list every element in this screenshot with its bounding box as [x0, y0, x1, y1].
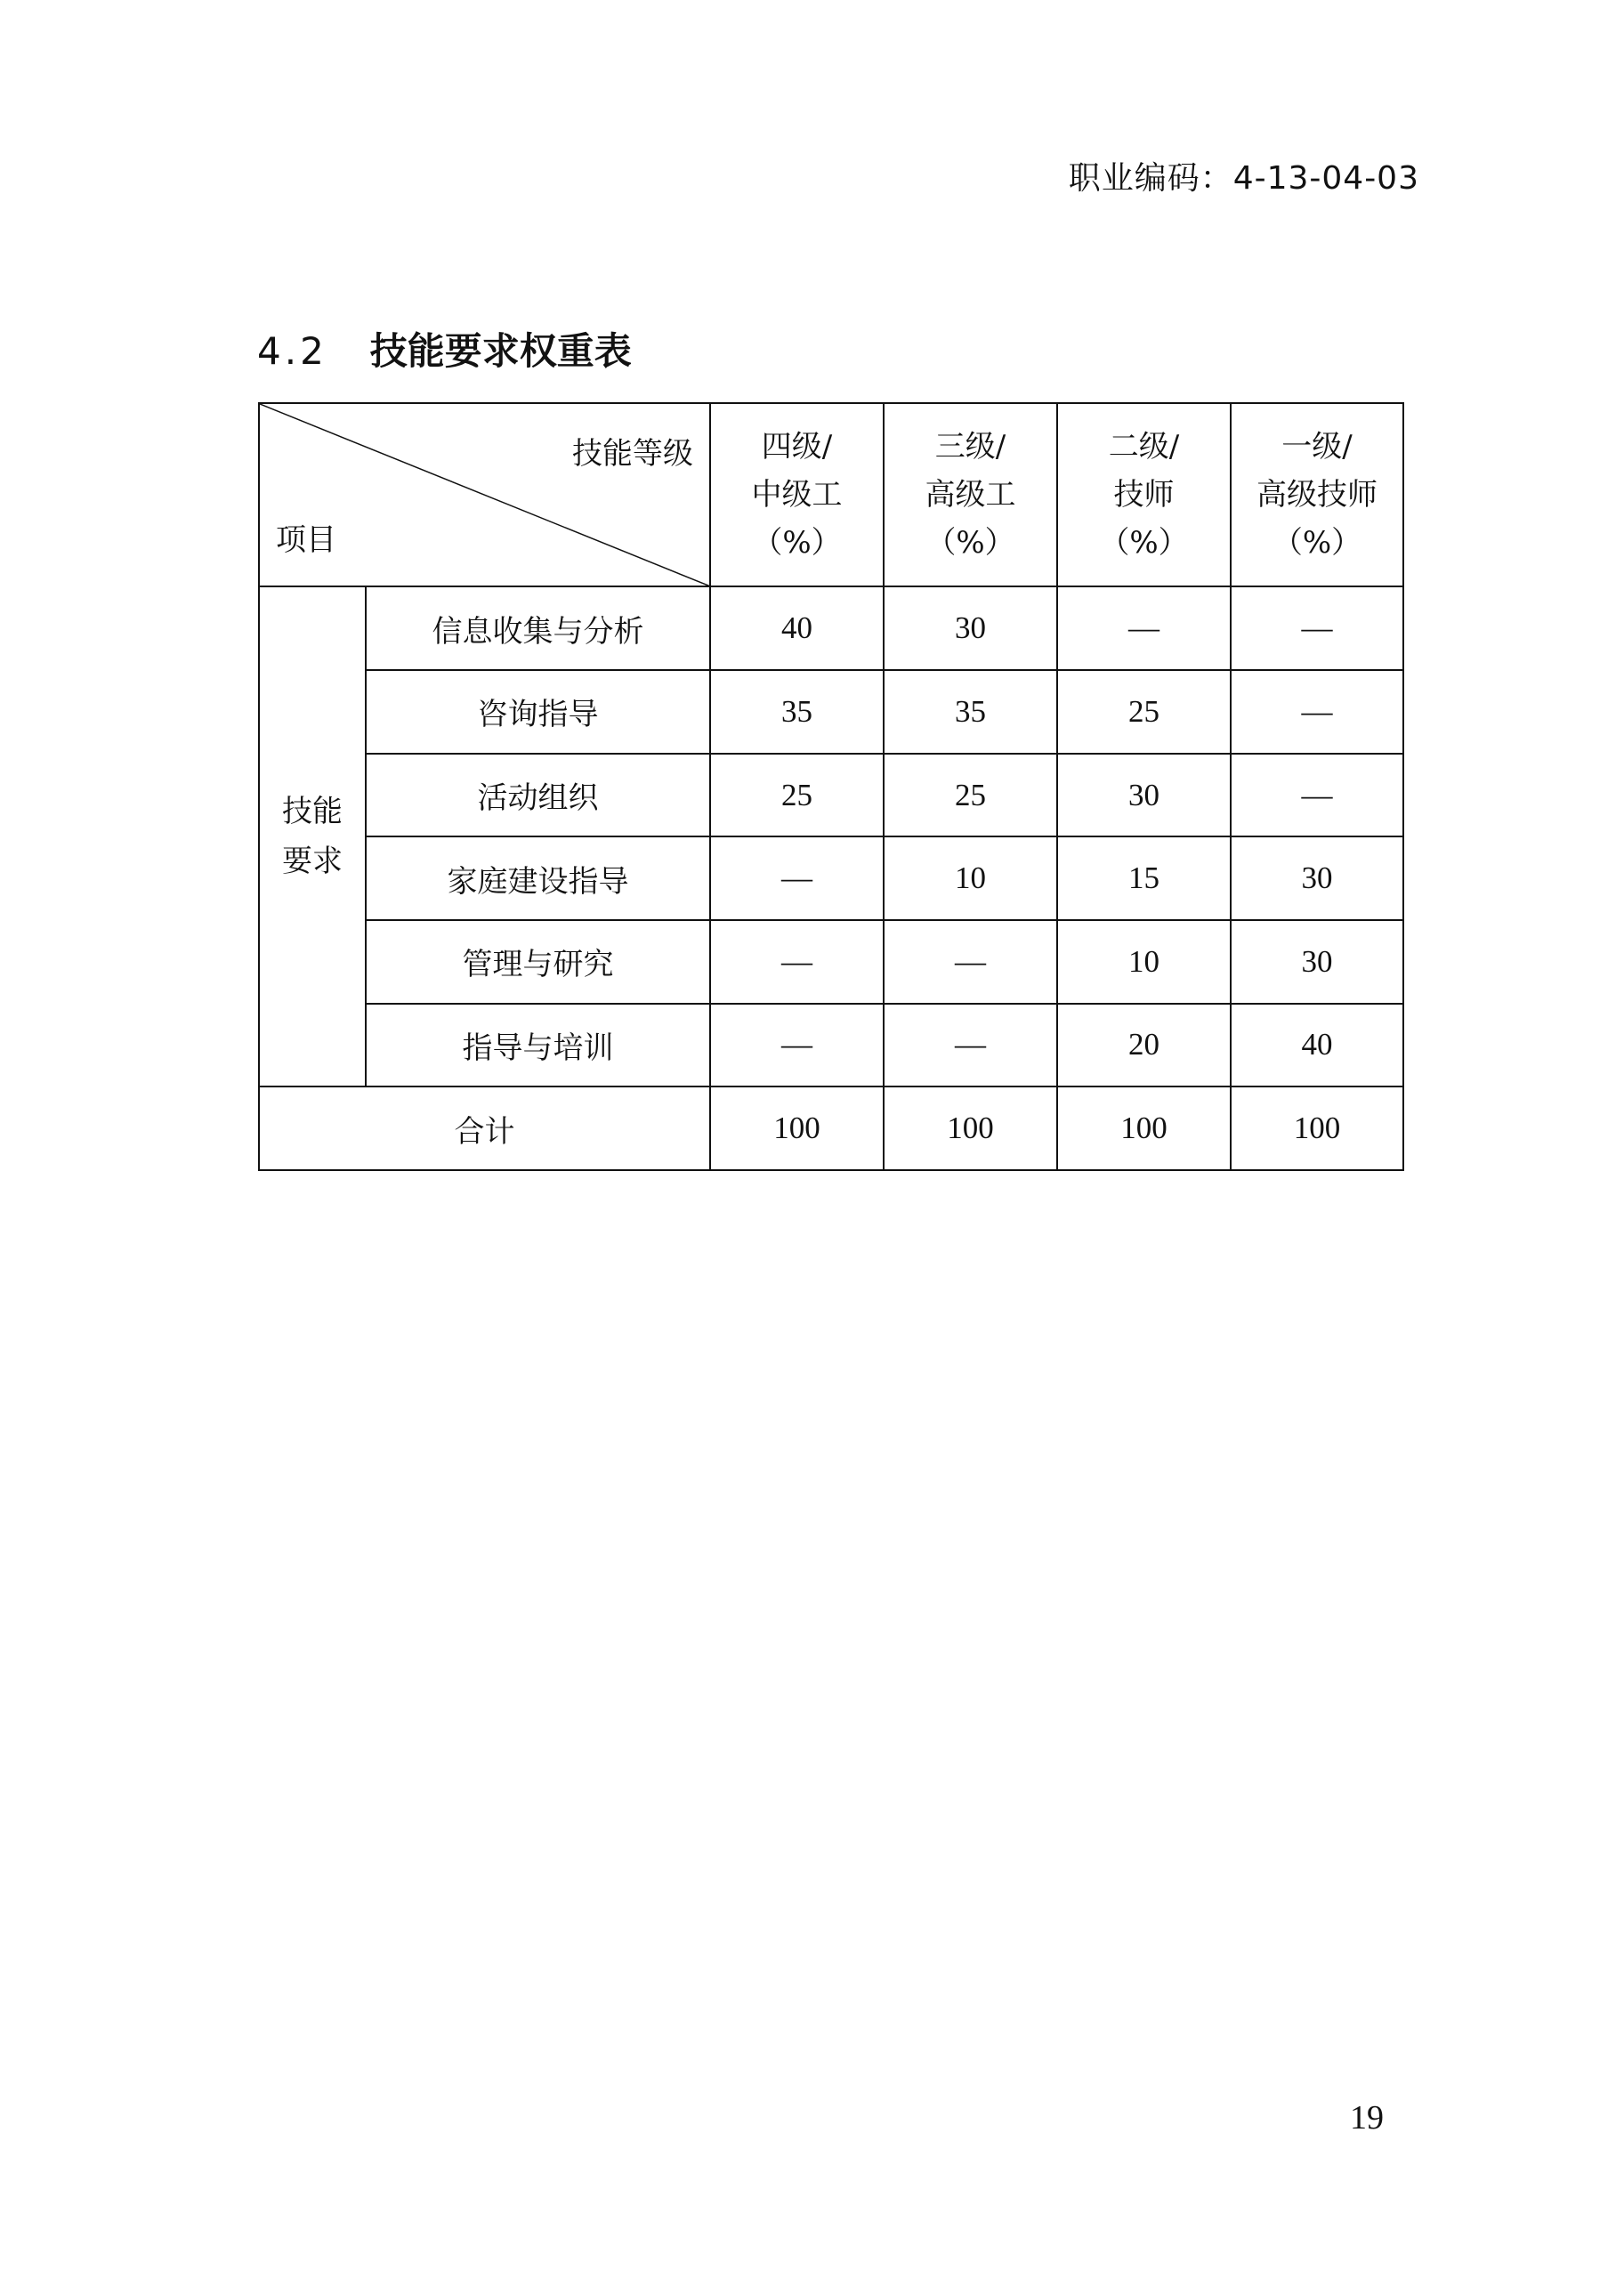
- weight-cell: —: [710, 836, 884, 920]
- weight-cell: 35: [710, 670, 884, 754]
- weight-cell: 10: [884, 836, 1057, 920]
- total-row: [259, 1086, 1403, 1170]
- weight-cell: 20: [1057, 1004, 1231, 1087]
- occupation-code: 职业编码：4-13-04-03: [1068, 160, 1419, 197]
- group-label-line: 要求: [282, 844, 343, 880]
- total-cell: 100: [884, 1086, 1057, 1170]
- weight-cell: 30: [1231, 836, 1403, 920]
- table-row: [259, 586, 1403, 670]
- table-row: [259, 754, 1403, 837]
- section-heading: [257, 322, 632, 376]
- table-row: [259, 1004, 1403, 1087]
- level-header-line: （%）: [1099, 525, 1189, 561]
- weight-cell: 30: [1231, 920, 1403, 1004]
- level-header-3: [884, 403, 1057, 586]
- weight-cell: 10: [1057, 920, 1231, 1004]
- diagonal-corner-cell: [259, 403, 710, 586]
- level-header-line: （%）: [752, 525, 842, 561]
- total-cell: 100: [1057, 1086, 1231, 1170]
- weight-cell: 40: [710, 586, 884, 670]
- weight-cell: 25: [884, 754, 1057, 837]
- level-header-line: 二级/: [1108, 429, 1180, 465]
- item-name: 指导与培训: [366, 1004, 710, 1087]
- level-header-line: 一级/: [1281, 429, 1353, 465]
- total-cell: 100: [710, 1086, 884, 1170]
- item-name: 家庭建设指导: [366, 836, 710, 920]
- section-title-text: 技能要求权重表: [369, 329, 632, 373]
- group-label-line: 技能: [282, 794, 343, 830]
- weight-cell: 25: [1057, 670, 1231, 754]
- skill-level-header: 技能等级: [572, 436, 693, 472]
- level-header-4: [710, 403, 884, 586]
- weight-cell: 35: [884, 670, 1057, 754]
- page-number: 19: [1350, 2099, 1384, 2137]
- table-row: [259, 836, 1403, 920]
- weight-cell: 30: [1057, 754, 1231, 837]
- weight-cell: —: [884, 920, 1057, 1004]
- level-header-2: [1057, 403, 1231, 586]
- weight-cell: 40: [1231, 1004, 1403, 1087]
- level-header-line: 三级/: [934, 429, 1006, 465]
- level-header-line: （%）: [925, 525, 1015, 561]
- total-cell: 100: [1231, 1086, 1403, 1170]
- weight-cell: —: [884, 1004, 1057, 1087]
- skill-requirement-group: [259, 586, 366, 1086]
- weight-cell: —: [1231, 586, 1403, 670]
- level-header-line: 技师: [1113, 477, 1175, 513]
- weight-cell: —: [710, 1004, 884, 1087]
- level-header-line: 中级工: [751, 477, 843, 513]
- item-name: 咨询指导: [366, 670, 710, 754]
- weight-cell: —: [1231, 754, 1403, 837]
- total-label: 合计: [259, 1086, 710, 1170]
- weight-cell: —: [710, 920, 884, 1004]
- level-header-line: （%）: [1272, 525, 1362, 561]
- skill-weight-table: [258, 402, 1404, 1171]
- table-header-row: [259, 403, 1403, 586]
- table-row: [259, 670, 1403, 754]
- item-name: 信息收集与分析: [366, 586, 710, 670]
- weight-cell: 30: [884, 586, 1057, 670]
- level-header-line: 高级工: [925, 477, 1016, 513]
- item-header: 项目: [276, 522, 336, 559]
- level-header-1: [1231, 403, 1403, 586]
- section-number: 4.2: [257, 329, 327, 373]
- table-row: [259, 920, 1403, 1004]
- item-name: 管理与研究: [366, 920, 710, 1004]
- weight-cell: —: [1231, 670, 1403, 754]
- weight-cell: 15: [1057, 836, 1231, 920]
- item-name: 活动组织: [366, 754, 710, 837]
- level-header-line: 高级技师: [1256, 477, 1378, 513]
- level-header-line: 四级/: [761, 429, 833, 465]
- weight-cell: —: [1057, 586, 1231, 670]
- weight-cell: 25: [710, 754, 884, 837]
